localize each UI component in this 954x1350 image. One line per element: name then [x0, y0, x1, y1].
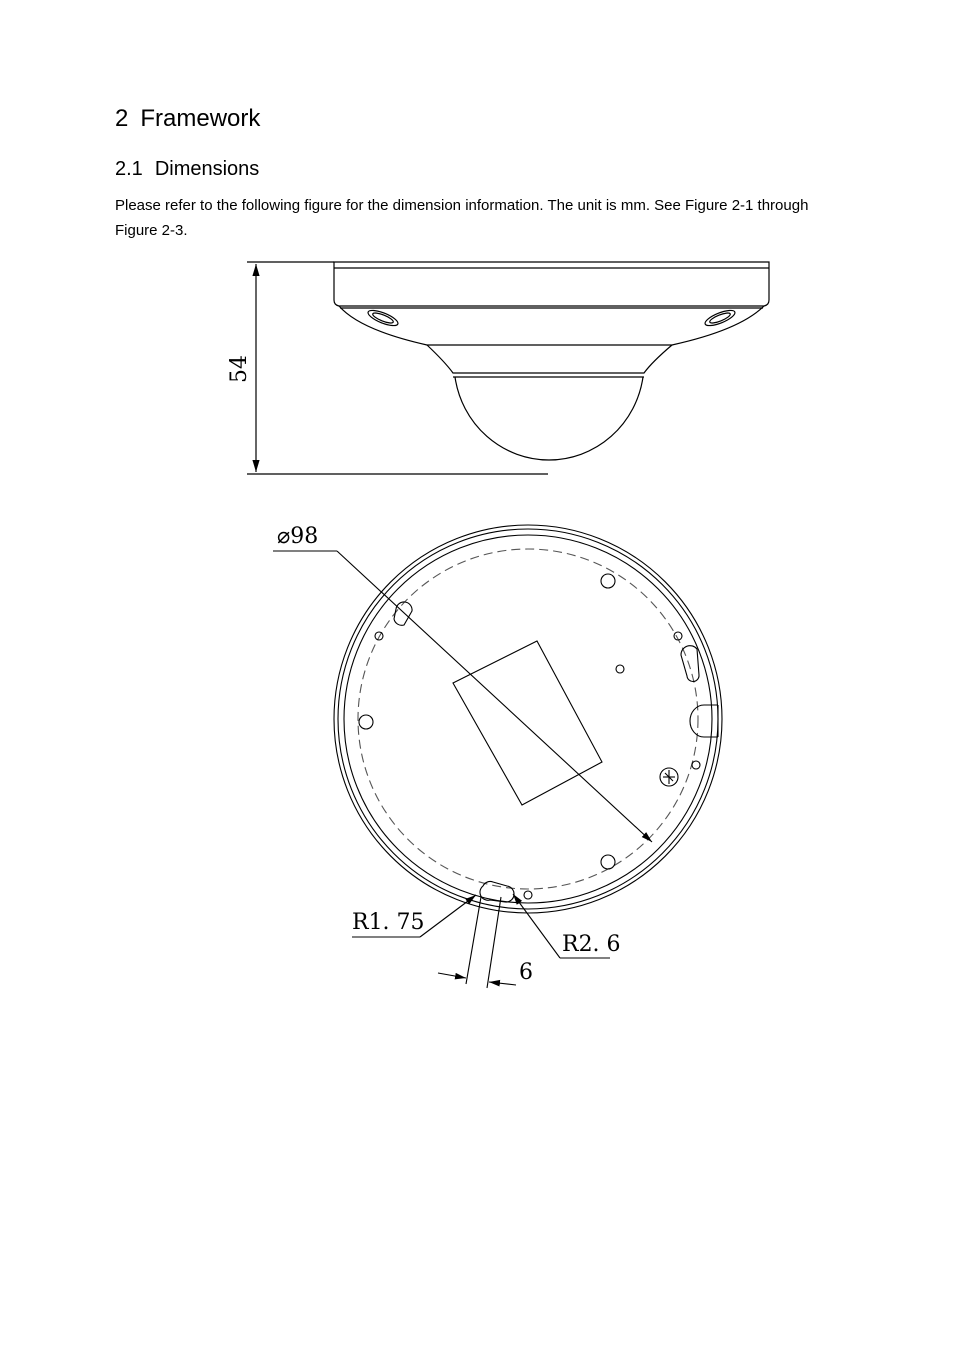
chapter-number: 2	[115, 105, 129, 132]
width-dimension-label: 6	[519, 960, 533, 985]
section-title: Dimensions	[154, 158, 260, 180]
intro-paragraph: Please refer to the following figure for the dimension information. The unit is mm. See Figure 2-1 through Figure 2-3.	[115, 197, 809, 239]
diameter-dimension-label: ⌀98	[277, 524, 319, 549]
section-number: 2.1	[115, 158, 143, 180]
small-radius-dimension-label: R1. 75	[352, 910, 425, 935]
side-view-drawing	[247, 262, 769, 474]
bottom-view-drawing	[273, 525, 722, 988]
chapter-title: Framework	[140, 105, 261, 132]
height-dimension-label: 54	[227, 355, 252, 383]
large-radius-dimension-label: R2. 6	[562, 932, 621, 957]
